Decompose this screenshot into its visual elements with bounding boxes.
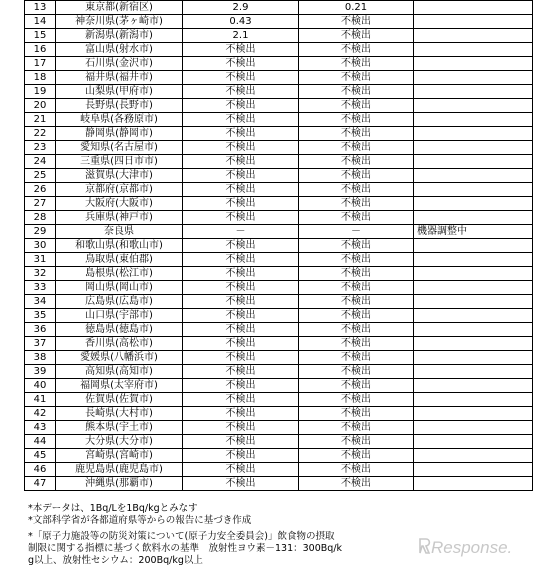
note-cell	[414, 281, 533, 295]
value-cell-2: 不検出	[299, 127, 414, 141]
note-cell	[414, 421, 533, 435]
row-number: 41	[25, 393, 56, 407]
prefecture-cell: 長崎県(大村市)	[56, 407, 183, 421]
value-cell-1: 不検出	[183, 57, 299, 71]
value-cell-2: 不検出	[299, 421, 414, 435]
table-row	[25, 127, 533, 141]
prefecture-cell: 熊本県(宇土市)	[56, 421, 183, 435]
logo-text: Response.	[431, 538, 513, 557]
value-cell-2: 不検出	[299, 323, 414, 337]
value-cell-1: 不検出	[183, 295, 299, 309]
row-number: 16	[25, 43, 56, 57]
row-number: 32	[25, 267, 56, 281]
table-row	[25, 477, 533, 491]
note-cell	[414, 99, 533, 113]
note-cell	[414, 211, 533, 225]
value-cell-1: 2.1	[183, 29, 299, 43]
note-cell	[414, 379, 533, 393]
value-cell-1: 不検出	[183, 113, 299, 127]
prefecture-cell: 和歌山県(和歌山市)	[56, 239, 183, 253]
note-cell	[414, 337, 533, 351]
table-row	[25, 379, 533, 393]
prefecture-cell: 愛知県(名古屋市)	[56, 141, 183, 155]
table-row	[25, 309, 533, 323]
prefecture-cell: 兵庫県(神戸市)	[56, 211, 183, 225]
value-cell-2: 不検出	[299, 267, 414, 281]
value-cell-2: 0.21	[299, 1, 414, 15]
row-number: 35	[25, 309, 56, 323]
value-cell-1: 不検出	[183, 239, 299, 253]
value-cell-1: 不検出	[183, 43, 299, 57]
value-cell-1: 不検出	[183, 407, 299, 421]
value-cell-1: 不検出	[183, 435, 299, 449]
value-cell-1: 不検出	[183, 393, 299, 407]
note-cell	[414, 43, 533, 57]
value-cell-2: 不検出	[299, 15, 414, 29]
table-row	[25, 225, 533, 239]
row-number: 33	[25, 281, 56, 295]
value-cell-2: 不検出	[299, 183, 414, 197]
table-row	[25, 295, 533, 309]
table-row	[25, 365, 533, 379]
table-row	[25, 1, 533, 15]
table-row	[25, 393, 533, 407]
table-row	[25, 421, 533, 435]
value-cell-2: －	[299, 225, 414, 239]
value-cell-2: 不検出	[299, 253, 414, 267]
value-cell-1: 不検出	[183, 127, 299, 141]
prefecture-cell: 奈良県	[56, 225, 183, 239]
value-cell-2: 不検出	[299, 393, 414, 407]
value-cell-1: 不検出	[183, 323, 299, 337]
value-cell-2: 不検出	[299, 463, 414, 477]
note-cell	[414, 71, 533, 85]
value-cell-1: 不検出	[183, 85, 299, 99]
table-row	[25, 253, 533, 267]
value-cell-1: 不検出	[183, 309, 299, 323]
note-cell	[414, 393, 533, 407]
value-cell-1: 0.43	[183, 15, 299, 29]
table-row	[25, 99, 533, 113]
note-cell	[414, 57, 533, 71]
value-cell-1: 不検出	[183, 99, 299, 113]
value-cell-2: 不検出	[299, 337, 414, 351]
value-cell-1: 不検出	[183, 183, 299, 197]
row-number: 20	[25, 99, 56, 113]
prefecture-cell: 香川県(高松市)	[56, 337, 183, 351]
note-cell	[414, 183, 533, 197]
prefecture-cell: 広島県(広島市)	[56, 295, 183, 309]
value-cell-2: 不検出	[299, 435, 414, 449]
prefecture-cell: 高知県(高知市)	[56, 365, 183, 379]
row-number: 29	[25, 225, 56, 239]
note-cell	[414, 155, 533, 169]
response-logo	[418, 533, 538, 559]
prefecture-cell: 静岡県(静岡市)	[56, 127, 183, 141]
table-row	[25, 113, 533, 127]
note-cell	[414, 169, 533, 183]
row-number: 47	[25, 477, 56, 491]
table-row	[25, 197, 533, 211]
value-cell-2: 不検出	[299, 71, 414, 85]
footnote-1: *本データは、1Bq/Lを1Bq/kgとみなす	[28, 503, 198, 514]
prefecture-cell: 福井県(福井市)	[56, 71, 183, 85]
row-number: 31	[25, 253, 56, 267]
row-number: 14	[25, 15, 56, 29]
prefecture-cell: 沖縄県(那覇市)	[56, 477, 183, 491]
value-cell-1: 不検出	[183, 253, 299, 267]
row-number: 42	[25, 407, 56, 421]
value-cell-2: 不検出	[299, 57, 414, 71]
value-cell-2: 不検出	[299, 43, 414, 57]
value-cell-2: 不検出	[299, 351, 414, 365]
table-row	[25, 449, 533, 463]
row-number: 21	[25, 113, 56, 127]
table-row	[25, 435, 533, 449]
row-number: 28	[25, 211, 56, 225]
prefecture-cell: 石川県(金沢市)	[56, 57, 183, 71]
note-cell	[414, 253, 533, 267]
note-cell	[414, 113, 533, 127]
note-cell	[414, 295, 533, 309]
table-row	[25, 463, 533, 477]
footnotes	[28, 503, 448, 567]
note-cell	[414, 309, 533, 323]
value-cell-2: 不検出	[299, 113, 414, 127]
table-row	[25, 85, 533, 99]
footnote-3: *「原子力施設等の防災対策について(原子力安全委員会)」飲食物の摂取	[28, 531, 335, 542]
value-cell-1: 不検出	[183, 281, 299, 295]
value-cell-1: 不検出	[183, 155, 299, 169]
row-number: 17	[25, 57, 56, 71]
prefecture-cell: 岐阜県(各務原市)	[56, 113, 183, 127]
table-row	[25, 281, 533, 295]
table-row	[25, 169, 533, 183]
value-cell-1: 不検出	[183, 365, 299, 379]
row-number: 37	[25, 337, 56, 351]
row-number: 19	[25, 85, 56, 99]
value-cell-2: 不検出	[299, 407, 414, 421]
row-number: 43	[25, 421, 56, 435]
note-cell	[414, 85, 533, 99]
value-cell-1: 不検出	[183, 267, 299, 281]
table-row	[25, 337, 533, 351]
table-body	[25, 1, 533, 491]
footnote-4: 制限に関する指標に基づく飲料水の基準 放射性ヨウ素－131：300Bq/k	[28, 543, 343, 554]
value-cell-2: 不検出	[299, 85, 414, 99]
table-row	[25, 267, 533, 281]
note-cell	[414, 141, 533, 155]
value-cell-1: 不検出	[183, 197, 299, 211]
note-cell	[414, 463, 533, 477]
table-row	[25, 211, 533, 225]
row-number: 15	[25, 29, 56, 43]
value-cell-2: 不検出	[299, 99, 414, 113]
value-cell-1: 不検出	[183, 211, 299, 225]
footnote-2: *文部科学省が各都道府県等からの報告に基づき作成	[28, 515, 252, 526]
note-cell	[414, 323, 533, 337]
value-cell-2: 不検出	[299, 141, 414, 155]
value-cell-1: 不検出	[183, 169, 299, 183]
prefecture-cell: 徳島県(徳島市)	[56, 323, 183, 337]
table-row	[25, 183, 533, 197]
row-number: 26	[25, 183, 56, 197]
prefecture-cell: 愛媛県(八幡浜市)	[56, 351, 183, 365]
table-row	[25, 239, 533, 253]
prefecture-cell: 岡山県(岡山市)	[56, 281, 183, 295]
row-number: 23	[25, 141, 56, 155]
note-cell	[414, 267, 533, 281]
prefecture-cell: 鹿児島県(鹿児島市)	[56, 463, 183, 477]
prefecture-cell: 富山県(射水市)	[56, 43, 183, 57]
value-cell-1: 不検出	[183, 421, 299, 435]
row-number: 25	[25, 169, 56, 183]
prefecture-cell: 京都府(京都市)	[56, 183, 183, 197]
value-cell-2: 不検出	[299, 365, 414, 379]
value-cell-2: 不検出	[299, 281, 414, 295]
row-number: 22	[25, 127, 56, 141]
prefecture-cell: 山口県(宇部市)	[56, 309, 183, 323]
table-row	[25, 407, 533, 421]
table-row	[25, 29, 533, 43]
prefecture-cell: 大分県(大分市)	[56, 435, 183, 449]
response-logo-icon	[418, 533, 538, 559]
note-cell	[414, 407, 533, 421]
value-cell-1: 不検出	[183, 141, 299, 155]
radiation-data-table	[24, 0, 533, 491]
row-number: 18	[25, 71, 56, 85]
row-number: 24	[25, 155, 56, 169]
row-number: 44	[25, 435, 56, 449]
note-cell	[414, 239, 533, 253]
prefecture-cell: 福岡県(太宰府市)	[56, 379, 183, 393]
table-row	[25, 71, 533, 85]
value-cell-1: 不検出	[183, 463, 299, 477]
value-cell-1: 不検出	[183, 477, 299, 491]
table-row	[25, 15, 533, 29]
value-cell-1: 不検出	[183, 337, 299, 351]
row-number: 34	[25, 295, 56, 309]
prefecture-cell: 東京都(新宿区)	[56, 1, 183, 15]
prefecture-cell: 新潟県(新潟市)	[56, 29, 183, 43]
note-cell	[414, 365, 533, 379]
note-cell	[414, 351, 533, 365]
note-cell	[414, 449, 533, 463]
value-cell-1: 不検出	[183, 449, 299, 463]
value-cell-2: 不検出	[299, 155, 414, 169]
row-number: 27	[25, 197, 56, 211]
row-number: 36	[25, 323, 56, 337]
row-number: 46	[25, 463, 56, 477]
value-cell-2: 不検出	[299, 477, 414, 491]
value-cell-1: 2.9	[183, 1, 299, 15]
table-row	[25, 155, 533, 169]
note-cell	[414, 127, 533, 141]
row-number: 40	[25, 379, 56, 393]
value-cell-2: 不検出	[299, 295, 414, 309]
prefecture-cell: 滋賀県(大津市)	[56, 169, 183, 183]
note-cell	[414, 197, 533, 211]
prefecture-cell: 神奈川県(茅ヶ崎市)	[56, 15, 183, 29]
table-row	[25, 323, 533, 337]
row-number: 45	[25, 449, 56, 463]
prefecture-cell: 大阪府(大阪市)	[56, 197, 183, 211]
value-cell-2: 不検出	[299, 309, 414, 323]
value-cell-1: －	[183, 225, 299, 239]
note-cell	[414, 1, 533, 15]
note-cell	[414, 29, 533, 43]
prefecture-cell: 山梨県(甲府市)	[56, 85, 183, 99]
value-cell-2: 不検出	[299, 169, 414, 183]
value-cell-1: 不検出	[183, 71, 299, 85]
note-cell	[414, 435, 533, 449]
prefecture-cell: 鳥取県(東伯郡)	[56, 253, 183, 267]
value-cell-2: 不検出	[299, 29, 414, 43]
prefecture-cell: 島根県(松江市)	[56, 267, 183, 281]
note-cell	[414, 477, 533, 491]
row-number: 39	[25, 365, 56, 379]
row-number: 13	[25, 1, 56, 15]
prefecture-cell: 三重県(四日市市)	[56, 155, 183, 169]
table-row	[25, 57, 533, 71]
value-cell-1: 不検出	[183, 379, 299, 393]
note-cell	[414, 15, 533, 29]
value-cell-1: 不検出	[183, 351, 299, 365]
value-cell-2: 不検出	[299, 239, 414, 253]
table-row	[25, 351, 533, 365]
prefecture-cell: 長野県(長野市)	[56, 99, 183, 113]
value-cell-2: 不検出	[299, 379, 414, 393]
row-number: 30	[25, 239, 56, 253]
footnote-5: g以上、放射性セシウム：200Bq/kg以上	[28, 555, 203, 566]
table-row	[25, 141, 533, 155]
value-cell-2: 不検出	[299, 197, 414, 211]
prefecture-cell: 佐賀県(佐賀市)	[56, 393, 183, 407]
row-number: 38	[25, 351, 56, 365]
note-cell: 機器調整中	[414, 225, 533, 239]
prefecture-cell: 宮崎県(宮崎市)	[56, 449, 183, 463]
value-cell-2: 不検出	[299, 449, 414, 463]
table-row	[25, 43, 533, 57]
value-cell-2: 不検出	[299, 211, 414, 225]
